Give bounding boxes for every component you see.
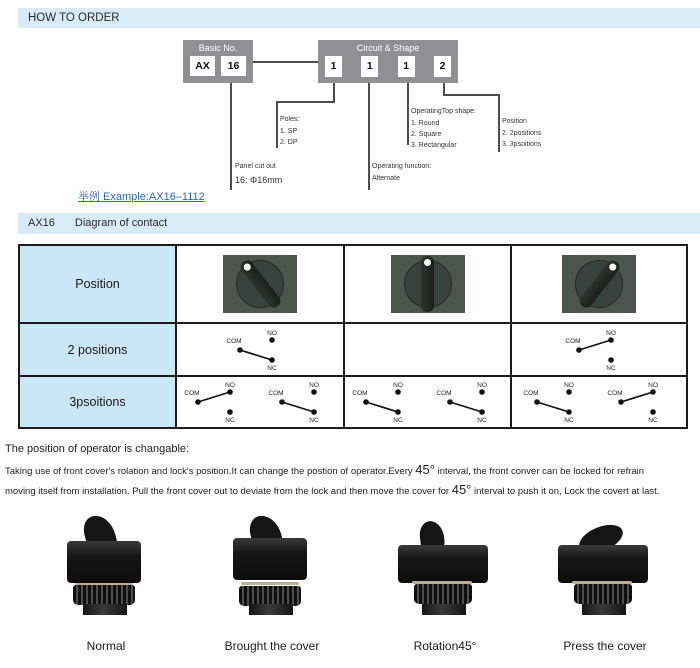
- panel-cut-out-value: 16: Φ16mm: [235, 174, 283, 185]
- connector-line: [368, 83, 370, 190]
- row-label-position: [20, 246, 175, 322]
- basic-no-label: Basic No.: [198, 43, 238, 53]
- knob-image-left: [223, 255, 297, 313]
- switch-photo: [550, 515, 660, 615]
- svg-text:COM: COM: [268, 390, 284, 397]
- poles-title: Poles:: [280, 116, 300, 123]
- switch-washer: [241, 582, 299, 585]
- top-shape-item: 1. Round: [411, 119, 440, 127]
- degree-value: 45°: [415, 462, 435, 477]
- photo-figure-press: [545, 515, 665, 653]
- contact-cell-empty: [343, 322, 510, 375]
- switch-body: [249, 604, 293, 615]
- section-title: Diagram of contact: [74, 217, 168, 229]
- notes-text: Taking use of front cover's rolation and lock's position.It can change the postion of operator.Every: [5, 466, 416, 477]
- switch-photo: [217, 515, 327, 615]
- knob-indicator-dot: [242, 262, 252, 272]
- row-label-3positions: [20, 375, 175, 427]
- contact-cell: [175, 322, 343, 375]
- svg-text:NO: NO: [392, 382, 403, 389]
- switch-cap: [233, 538, 307, 580]
- operating-function-title: Operating function:: [372, 163, 432, 170]
- knob-image-center: [391, 255, 465, 313]
- switch-cap: [67, 541, 141, 583]
- svg-text:NO: NO: [564, 382, 574, 389]
- position-title: Position: [502, 118, 527, 125]
- row-label-text: 2 positions: [67, 342, 128, 357]
- contact-diagram: [178, 379, 258, 425]
- switch-nut: [414, 584, 472, 604]
- switch-body: [582, 604, 626, 615]
- svg-text:NO: NO: [309, 382, 319, 389]
- photo-caption: Brought the cover: [224, 639, 320, 653]
- photo-caption: Normal: [86, 639, 126, 653]
- operating-function-annotation: [372, 162, 431, 185]
- svg-text:COM: COM: [351, 390, 368, 397]
- switch-photo: [390, 515, 500, 615]
- contact-diagram: [430, 379, 510, 425]
- svg-text:COM: COM: [226, 337, 242, 345]
- contact-cell: [343, 375, 510, 427]
- degree-value: 45°: [451, 482, 472, 498]
- connector-line: [276, 101, 335, 103]
- connector-line: [230, 83, 232, 190]
- contact-diagram: [262, 379, 342, 425]
- contact-cell: [510, 322, 686, 375]
- contact-diagram: [346, 379, 426, 425]
- panel-cut-out-title: Panel cut out: [235, 163, 276, 170]
- diagram-of-contact-header: [18, 213, 700, 234]
- row-label-text: Position: [75, 277, 120, 291]
- contact-table: [18, 244, 688, 429]
- knob-image-right: [562, 255, 636, 313]
- svg-text:NO: NO: [648, 382, 658, 389]
- connector-line: [333, 83, 335, 101]
- example-link[interactable]: 举例 Example:AX16–1112: [78, 191, 205, 203]
- photo-caption: Press the cover: [563, 639, 647, 653]
- notes-line-1: [5, 460, 697, 480]
- how-to-order-header: [18, 8, 700, 28]
- top-shape-item: 2. Square: [411, 130, 442, 138]
- poles-item: 1. SP: [280, 127, 298, 135]
- row-label-text: 3psoitions: [69, 395, 126, 409]
- contact-diagram: [601, 379, 681, 425]
- chip-code-3: 1: [398, 56, 415, 77]
- operating-function-value: Alternate: [372, 174, 401, 182]
- top-shape-title: OperatingTop shape:: [411, 108, 476, 115]
- position-annotation: [502, 117, 541, 151]
- svg-text:NO: NO: [225, 382, 235, 389]
- svg-text:NC: NC: [392, 417, 403, 424]
- basic-no-chips: [183, 56, 253, 76]
- svg-text:COM: COM: [565, 337, 581, 345]
- knob-indicator-dot: [607, 262, 617, 272]
- circuit-shape-label: Circuit & Shape: [356, 43, 420, 53]
- switch-nut: [73, 585, 135, 605]
- photo-figure-normal: [46, 515, 166, 653]
- connector-line: [443, 94, 500, 96]
- circuit-shape-box: [318, 40, 458, 83]
- contact-diagram: [559, 327, 639, 373]
- knob-indicator-dot: [424, 259, 431, 266]
- photo-figure-brought: [212, 515, 332, 653]
- notes-text: moving itself from installation. Pull the front cover out to deviate from the lock and then move the cover for: [5, 486, 452, 498]
- knob-handle: [421, 256, 434, 312]
- connector-line: [276, 101, 278, 148]
- switch-nut: [239, 586, 301, 606]
- svg-text:NO: NO: [606, 329, 616, 337]
- how-to-order-title: HOW TO ORDER: [28, 12, 120, 24]
- knob-cell: [510, 246, 686, 322]
- knob-cell: [343, 246, 510, 322]
- top-shape-annotation: [411, 107, 476, 151]
- contact-cell: [175, 375, 343, 427]
- switch-cap: [398, 545, 488, 583]
- operator-notes: [5, 443, 697, 500]
- panel-cut-out-annotation: [235, 162, 282, 188]
- svg-text:COM: COM: [607, 390, 623, 397]
- svg-text:NC: NC: [225, 417, 235, 424]
- chip-ax: AX: [190, 56, 215, 76]
- notes-heading: The position of operator is changable:: [5, 443, 190, 455]
- connector-line: [443, 83, 445, 94]
- photo-caption: Rotation45°: [413, 639, 477, 653]
- notes-text: interval to push it on, Lock the covert at last.: [471, 486, 660, 498]
- knob-cell: [175, 246, 343, 322]
- poles-item: 2. DP: [280, 138, 298, 146]
- switch-cap: [558, 545, 648, 583]
- switch-nut: [574, 584, 632, 604]
- top-shape-item: 3. Rectangular: [411, 141, 457, 149]
- svg-text:NC: NC: [606, 364, 616, 372]
- circuit-shape-chips: [318, 56, 458, 77]
- position-item: 2. 2positions: [502, 129, 542, 137]
- photo-figure-rotation45: [385, 515, 505, 653]
- switch-body: [422, 604, 466, 615]
- contact-diagram: [517, 379, 597, 425]
- svg-text:NC: NC: [564, 417, 574, 424]
- svg-text:NO: NO: [267, 329, 277, 337]
- section-code: AX16: [28, 217, 55, 229]
- switch-body: [83, 604, 127, 615]
- svg-text:NC: NC: [267, 364, 277, 372]
- contact-diagram: [220, 327, 300, 373]
- svg-text:COM: COM: [435, 390, 452, 397]
- notes-line-2: [5, 480, 697, 500]
- chip-16: 16: [221, 56, 246, 76]
- row-label-2positions: [20, 322, 175, 375]
- poles-annotation: [280, 115, 299, 149]
- svg-text:NC: NC: [476, 417, 487, 424]
- svg-text:COM: COM: [523, 390, 539, 397]
- svg-text:NC: NC: [648, 417, 658, 424]
- notes-text: interval, the front conver can be locked for refrain: [434, 466, 645, 477]
- chip-code-2: 1: [361, 56, 378, 77]
- contact-cell: [510, 375, 686, 427]
- svg-text:NO: NO: [476, 382, 487, 389]
- connector-line: [253, 61, 318, 63]
- connector-line: [407, 83, 409, 145]
- switch-photo: [51, 515, 161, 615]
- position-item: 3. 3psoitions: [502, 140, 542, 148]
- svg-text:COM: COM: [184, 390, 200, 397]
- chip-code-1: 1: [325, 56, 342, 77]
- connector-line: [498, 94, 500, 152]
- svg-text:NC: NC: [309, 417, 319, 424]
- basic-no-box: [183, 40, 253, 83]
- chip-code-4: 2: [434, 56, 451, 77]
